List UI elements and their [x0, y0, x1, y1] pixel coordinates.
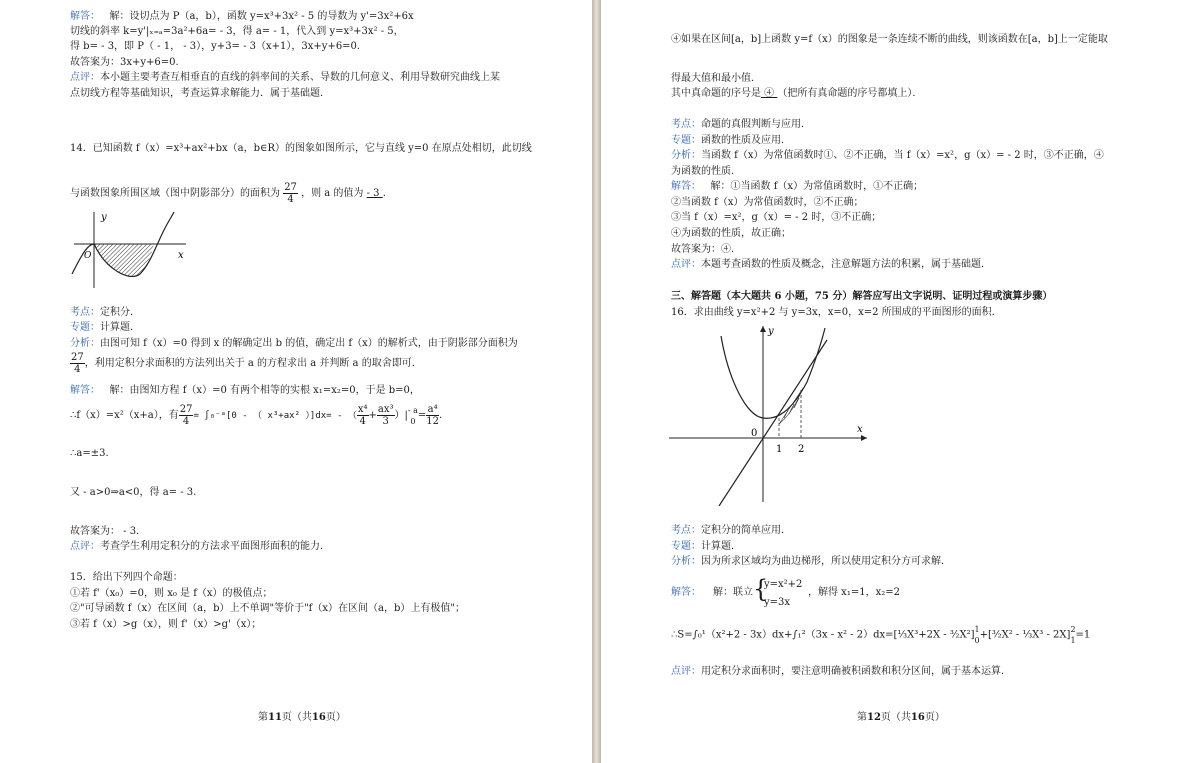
- parabola-curve: [721, 328, 825, 418]
- section-3-heading: 三、解答题（本大题共 6 小题，75 分）解答应写出文字说明、证明过程或演算步骤）: [671, 291, 1053, 302]
- answer-text: 解：设切点为 P（a，b），函数 y=x³+3x² - 5 的导数为 y'=3x²+6x: [109, 11, 414, 22]
- analysis-line-16: 分析：因为所求区域均为曲边梯形，所以使用定积分方可求解．: [671, 556, 951, 567]
- origin-label: O: [84, 251, 92, 261]
- y-axis-label: y: [768, 326, 774, 337]
- page-footer-right: 第12页（共16页）: [857, 712, 945, 723]
- comment-text: 本小题主要考查互相垂直的直线的斜率间的关系、导数的几何意义、利用导数研究曲线上某: [100, 72, 500, 83]
- page-gutter: [592, 0, 601, 763]
- solution-15-3: ③当 f（x）=x²，g（x）= - 2 时，③不正确；: [671, 212, 882, 223]
- analysis-line: 分析：由图可知 f（x）=0 得到 x 的解确定出 b 的值，确定出 f（x）的解析式，由于阴影部分面积为: [70, 338, 518, 349]
- shaded-region: [94, 244, 154, 276]
- tick-2: 2: [798, 444, 805, 455]
- topic-line-16: 专题：计算题．: [671, 541, 741, 552]
- system-eq-1: y=x²+2: [764, 579, 803, 590]
- q14-answer-blank: - 3: [366, 188, 383, 199]
- proposition-4: ④如果在区间[a，b]上函数 y=f（x）的图象是一条连续不断的曲线，则该函数在[a，b]上一定能取: [671, 34, 1108, 45]
- solution-line: 解答： 解：由图知方程 f（x）=0 有两个相等的实根 x₁=x₂=0，于是 b=0，: [70, 385, 420, 396]
- comment-16: 点评：用定积分求面积时，要注意明确被积函数和积分区间，属于基本运算．: [671, 666, 1011, 677]
- line-y-3x: [719, 340, 827, 506]
- solution-line-15: 解答： 解：①当函数 f（x）为常值函数时，①不正确；: [671, 181, 924, 192]
- comment-label: 点评：: [70, 72, 100, 83]
- origin-label: 0: [751, 428, 758, 439]
- proposition-2: ②"可导函数 f（x）在区间（a，b）上不单调"等价于"f（x）在区间（a，b）上有极值"；: [70, 603, 465, 614]
- answer-conclusion: 故答案为：3x+y+6=0.: [70, 57, 179, 68]
- answer-label: 解答：: [70, 11, 100, 22]
- area-result: ∴S=∫₀¹（x²+2 - 3x）dx+∫₁²（3x - x² - 2）dx=[⅓X³+2X - ³⁄₂X²] 1 0 +[³⁄₂X² - ⅓X³ - 2X] 2 1 =1: [671, 625, 1091, 645]
- proposition-4-continued: 得最大值和最小值．: [671, 73, 761, 84]
- cubic-graph-figure: [68, 208, 190, 290]
- q14-text-c: ，则 a 的值为: [301, 188, 364, 199]
- analysis-line-2: $\frac{27}{4}$ ，利用定积分求面积的方法列出关于 a 的方程求出 a 并判断 a 的取舍即可．: [71, 352, 422, 375]
- page-11: [0, 0, 592, 763]
- answer-14: 故答案为： - 3．: [70, 526, 147, 537]
- question-14-continued: 与函数图象所围区域（图中阴影部分）的面积为 $\frac{27}{4}$ ，则 a 的值为 - 3 .: [70, 182, 386, 205]
- keypoint-line-15: 考点：命题的真假判断与应用．: [671, 119, 811, 130]
- question-15: 15．给出下列四个命题：: [70, 572, 183, 583]
- answer-blank-15: ④: [761, 88, 778, 99]
- point-line: 得 b= - 3，即 P（ - 1， - 3），y+3= - 3（x+1），3x+y+6=0.: [70, 41, 361, 52]
- fraction-27-4: $\frac{27}{4}$: [284, 182, 297, 205]
- question-16: 16．求由曲线 y=x²+2 与 y=3x，x=0，x=2 所围成的平面图形的面积．: [671, 307, 1002, 318]
- page-footer-left: 第11页（共16页）: [258, 712, 346, 723]
- topic-line-15: 专题：函数的性质及应用．: [671, 135, 791, 146]
- comment-line: [70, 71, 500, 84]
- a-negative-line: 又 - a>0⇒a<0，得 a= - 3.: [70, 487, 197, 498]
- integral-equation: ∴f（x）=x²（x+a），有 $\frac{27}{4}$ = ∫₀⁻ᵃ[0 - （ x³+ax² ）]dx= - （ $\frac{\text{x⁴}}{4}$ + $\frac{\text{ax³}}{3}$ ）| - a 0 = $\frac{\text{a⁴}}{12}$ .: [70, 404, 443, 427]
- keypoint-line-16: 考点：定积分的简单应用．: [671, 525, 791, 536]
- solution-15-2: ②当函数 f（x）为常值函数时，②不正确；: [671, 197, 864, 208]
- proposition-3: ③若 f（x）>g（x），则 f'（x）>g'（x）；: [70, 619, 262, 630]
- analysis-line-15: 分析：当函数 f（x）为常值函数时①、②不正确，当 f（x）=x²，g（x）= - 2 时，③不正确，④: [671, 150, 1104, 161]
- question-14: 14．已知函数 f（x）=x³+ax²+bx（a，b∈R）的图象如图所示，它与直线 y=0 在原点处相切，此切线: [70, 143, 532, 154]
- y-axis-label: y: [101, 212, 107, 223]
- q14-text-b: 与函数图象所围区域（图中阴影部分）的面积为: [70, 188, 280, 199]
- x-axis-label: x: [857, 424, 863, 435]
- keypoint-line: 考点：定积分．: [70, 307, 140, 318]
- proposition-1: ①若 f'（x₀）=0，则 x₀ 是 f（x）的极值点；: [70, 588, 273, 599]
- tick-1: 1: [776, 444, 783, 455]
- parabola-line-figure: [667, 322, 877, 506]
- answer-line: [70, 10, 414, 23]
- true-propositions-line: 其中真命题的序号是 ④ （把所有真命题的序号都填上）．: [671, 88, 923, 99]
- comment-14: 点评：考查学生利用定积分的方法求平面图形面积的能力．: [70, 541, 330, 552]
- solution-15-4: ④为函数的性质，故正确；: [671, 228, 791, 239]
- analysis-line-15b: 为函数的性质．: [671, 166, 741, 177]
- solution-15-5: 故答案为：④．: [671, 244, 741, 255]
- slope-line: 切线的斜率 k=y'|ₓ₌ₐ=3a²+6a= - 3，得 a= - 1，代入到 y=x³+3x² - 5，: [70, 26, 404, 37]
- page-12: ④如果在区间[a，b]上函数 y=f（x）的图象是一条连续不断的曲线，则该函数在[a，b]上一定能取 得最大值和最小值． 其中真命题的序号是 ④ （把所有真命题的序号都填上）． 考点：命题的真假判断与应用． 专题：函数的性质及应用． 分析：当函数 f（x）为常值函数时①、②不正确，当 f（x）=x²，g（x）= - 2 时，③不正确，④ 为函数的性质． 解答： 解：①当函数 f（x）为常值函数时，①不正确； ②当函数 f（x）为常值函数时，②不正确； ③当 f（x）=x²，g（x）= - 2 时，③不正确； ④为函数的性质，故正确； 故答案为：④． 点评：本题考查函数的性质及概念，注意解题方法的积累，属于基础题． 三、解答题（本大题共 6 小题，75 分）解答应写出文字说明、证明过程或演算步骤） 16．求由曲线 y=x²+2 与 y=3x，x=0，x=2 所围成的平面图形的面积． y x 0 1 2 考点：定积分的简单应用． 专题：计算题． 分析：因为所求区域均为曲边梯形，所以使用定积分方可求解． 解答： 解：联立 { y=x²+2 y=3x ，解得 x₁=1，x₂=2 ∴S=∫₀¹（x²+2 - 3x）dx+∫₁²（3x - x² - 2）dx=[⅓X³+2X - ³⁄₂X²] 1 0 +[³⁄₂X² - ⅓X³ - 2X] 2 1 =1 点评：用定积分求面积时，要注意明确被积函数和积分区间，属于基本运算． 第12页（共16页）: [601, 0, 1193, 763]
- system-eq-2: y=3x: [764, 597, 791, 608]
- comment-15: 点评：本题考查函数的性质及概念，注意解题方法的积累，属于基础题．: [671, 259, 991, 270]
- fraction-27-4-b: $\frac{27}{4}$: [71, 352, 84, 375]
- a-plus-minus-line: ∴a=±3.: [70, 448, 109, 459]
- x-axis-label: x: [178, 250, 184, 261]
- comment-line-2: 点切线方程等基础知识，考查运算求解能力．属于基础题．: [70, 88, 330, 99]
- topic-line: 专题：计算题．: [70, 322, 140, 333]
